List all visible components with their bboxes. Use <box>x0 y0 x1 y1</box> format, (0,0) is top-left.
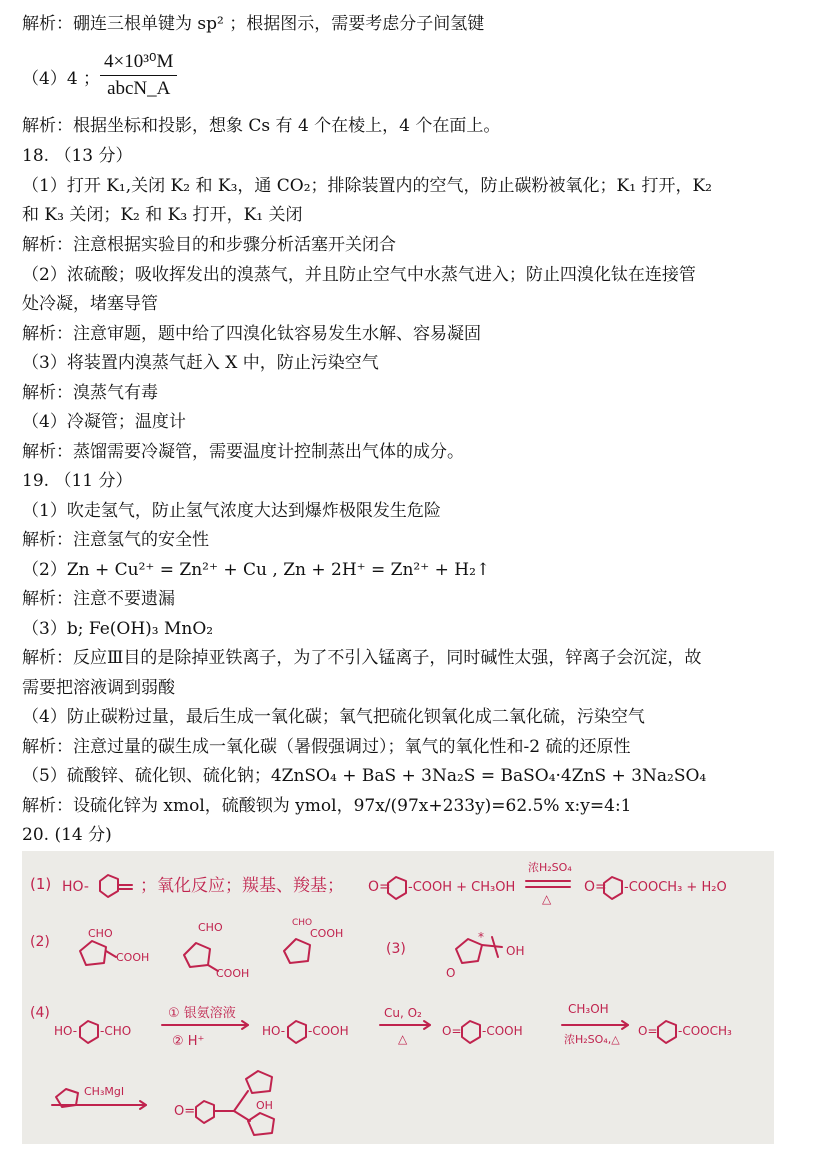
text-line: （4）冷凝管；温度计 <box>22 412 186 432</box>
cyclopentyl-ring-icon <box>248 1113 274 1135</box>
hw-step2-top: Cu, O₂ <box>384 1006 422 1020</box>
hw-grignard: CH₃MgI <box>84 1085 125 1098</box>
hw-o-prefix: O= <box>368 879 391 895</box>
section-heading: 20. (14 分) <box>22 825 112 845</box>
text-line: （3）b; Fe(OH)₃ MnO₂ <box>22 619 214 639</box>
hw-cooh: COOH <box>310 927 344 940</box>
cyclopentane-ring-icon <box>80 941 106 965</box>
text-line: 解析：根据坐标和投影，想象 Cs 有 4 个在棱上，4 个在面上。 <box>22 116 501 136</box>
hw-row1-text: ；氧化反应；羰基、羧基； <box>140 876 344 896</box>
text-line: （1）打开 K₁,关闭 K₂ 和 K₃，通 CO₂；排除装置内的空气，防止碳粉被氧化；K₁ 打开，K₂ <box>22 176 712 196</box>
hw-ho-prefix: HO- <box>62 879 89 895</box>
hw-label-3: (3) <box>386 941 406 957</box>
text-line: （4）4 ； <box>22 69 101 89</box>
text-line: 需要把溶液调到弱酸 <box>22 678 175 698</box>
ring-icon <box>80 1021 98 1043</box>
text-line: （2）Zn + Cu²⁺ = Zn²⁺ + Cu , Zn + 2H⁺ = Zn²⁺ + H₂↑ <box>22 560 491 580</box>
text-line: 解析：注意不要遗漏 <box>22 589 175 609</box>
hw-row1-cond: 浓H₂SO₄ <box>528 861 572 874</box>
text-line: 解析：反应Ⅲ目的是除掉亚铁离子，为了不引入锰离子，同时碱性太强，锌离子会沉淀，故 <box>22 648 702 668</box>
hw-oh: OH <box>506 944 525 958</box>
section-heading: 18. （13 分） <box>22 146 133 166</box>
cyclopentyl-ring-icon <box>246 1071 272 1093</box>
hw-p2-suffix: -COOH <box>482 1024 523 1038</box>
hw-p1: HO- <box>262 1024 286 1038</box>
hw-p2: O= <box>442 1024 462 1038</box>
text-line: （3）将装置内溴蒸气赶入 X 中，防止污染空气 <box>22 353 379 373</box>
hw-cho: CHO <box>88 927 113 940</box>
hw-row1-lhs: -COOH + CH₃OH <box>408 880 516 895</box>
text-line: 解析：注意过量的碳生成一氧化碳（暑假强调过）；氧气的氧化性和-2 硫的还原性 <box>22 737 631 757</box>
cyclopentane-ring-icon <box>284 939 310 963</box>
bond-icon <box>482 945 502 947</box>
hw-final-oh: OH <box>256 1099 273 1112</box>
text-line: （4）防止碳粉过量，最后生成一氧化碳；氧气把硫化钡氧化成二氧化硫，污染空气 <box>22 707 645 727</box>
hw-ketone-o: O <box>446 966 456 980</box>
fraction-denominator: abcN_A <box>107 78 171 99</box>
ring-icon <box>658 1021 676 1043</box>
bond-icon <box>234 1091 248 1111</box>
hw-cooh: COOH <box>116 951 150 964</box>
ring-icon <box>288 1021 306 1043</box>
fraction-formula <box>100 50 177 100</box>
text-line: 解析：注意根据实验目的和步骤分析活塞开关闭合 <box>22 235 396 255</box>
bond-icon <box>106 951 116 957</box>
cyclohexene-ring-icon <box>100 875 118 897</box>
hw-final-o: O= <box>174 1104 196 1119</box>
hw-step1-top: ① 银氨溶液 <box>168 1006 236 1021</box>
hw-step3-bottom: 浓H₂SO₄,△ <box>564 1033 620 1046</box>
hw-p1-suffix: -COOH <box>308 1024 349 1038</box>
hw-p3-suffix: -COOCH₃ <box>678 1024 732 1038</box>
text-line: （1）吹走氢气，防止氢气浓度大达到爆炸极限发生危险 <box>22 501 441 521</box>
ring-icon <box>462 1021 480 1043</box>
cyclopentane-ring-icon <box>184 943 210 967</box>
text-line: 解析：蒸馏需要冷凝管，需要温度计控制蒸出气体的成分。 <box>22 442 464 462</box>
fraction-numerator: 4×10³⁰M <box>100 50 177 76</box>
text-line: 解析：注意审题，题中给了四溴化钛容易发生水解、容易凝固 <box>22 324 481 344</box>
hw-step2-bottom: △ <box>398 1032 408 1046</box>
text-line: 和 K₃ 关闭；K₂ 和 K₃ 打开，K₁ 关闭 <box>22 205 303 225</box>
hw-cho: CHO <box>292 918 313 928</box>
text-line: 解析：注意氢气的安全性 <box>22 530 209 550</box>
chiral-star-icon: * <box>478 930 484 944</box>
text-line: 解析：溴蒸气有毒 <box>22 383 158 403</box>
handwritten-structures <box>22 851 774 1144</box>
hw-cho: CHO <box>198 921 223 934</box>
text-line: 解析：设硫化锌为 xmol，硫酸钡为 ymol，97x/(97x+233y)=62.5% x:y=4:1 <box>22 796 632 816</box>
hw-row1-rhs: -COOCH₃ + H₂O <box>624 880 727 895</box>
hw-step3-top: CH₃OH <box>568 1002 609 1016</box>
hw-label-1: (1) <box>30 875 52 893</box>
text-line: 解析：硼连三根单键为 sp² ；根据图示，需要考虑分子间氢键 <box>22 14 485 34</box>
handwritten-answer-photo <box>22 851 774 1144</box>
hw-start: HO- <box>54 1024 78 1038</box>
hw-o-prefix: O= <box>584 879 607 895</box>
text-line: （2）浓硫酸；吸收挥发出的溴蒸气，并且防止空气中水蒸气进入；防止四溴化钛在连接管 <box>22 265 696 285</box>
hw-cooh: COOH <box>216 967 250 980</box>
hw-step1-bottom: ② H⁺ <box>172 1034 205 1049</box>
text-line: 处冷凝，堵塞导管 <box>22 294 158 314</box>
ring-icon <box>196 1101 214 1123</box>
hw-p3: O= <box>638 1024 658 1038</box>
hw-cho: -CHO <box>100 1024 132 1038</box>
hw-label-2: (2) <box>30 934 50 950</box>
heat-icon: △ <box>542 892 552 906</box>
text-line: （5）硫酸锌、硫化钡、硫化钠；4ZnSO₄ + BaS + 3Na₂S = BaSO₄·4ZnS + 3Na₂SO₄ <box>22 766 707 786</box>
hw-label-4: (4) <box>30 1005 50 1021</box>
bond-icon <box>234 1111 250 1121</box>
section-heading: 19. （11 分） <box>22 471 133 491</box>
